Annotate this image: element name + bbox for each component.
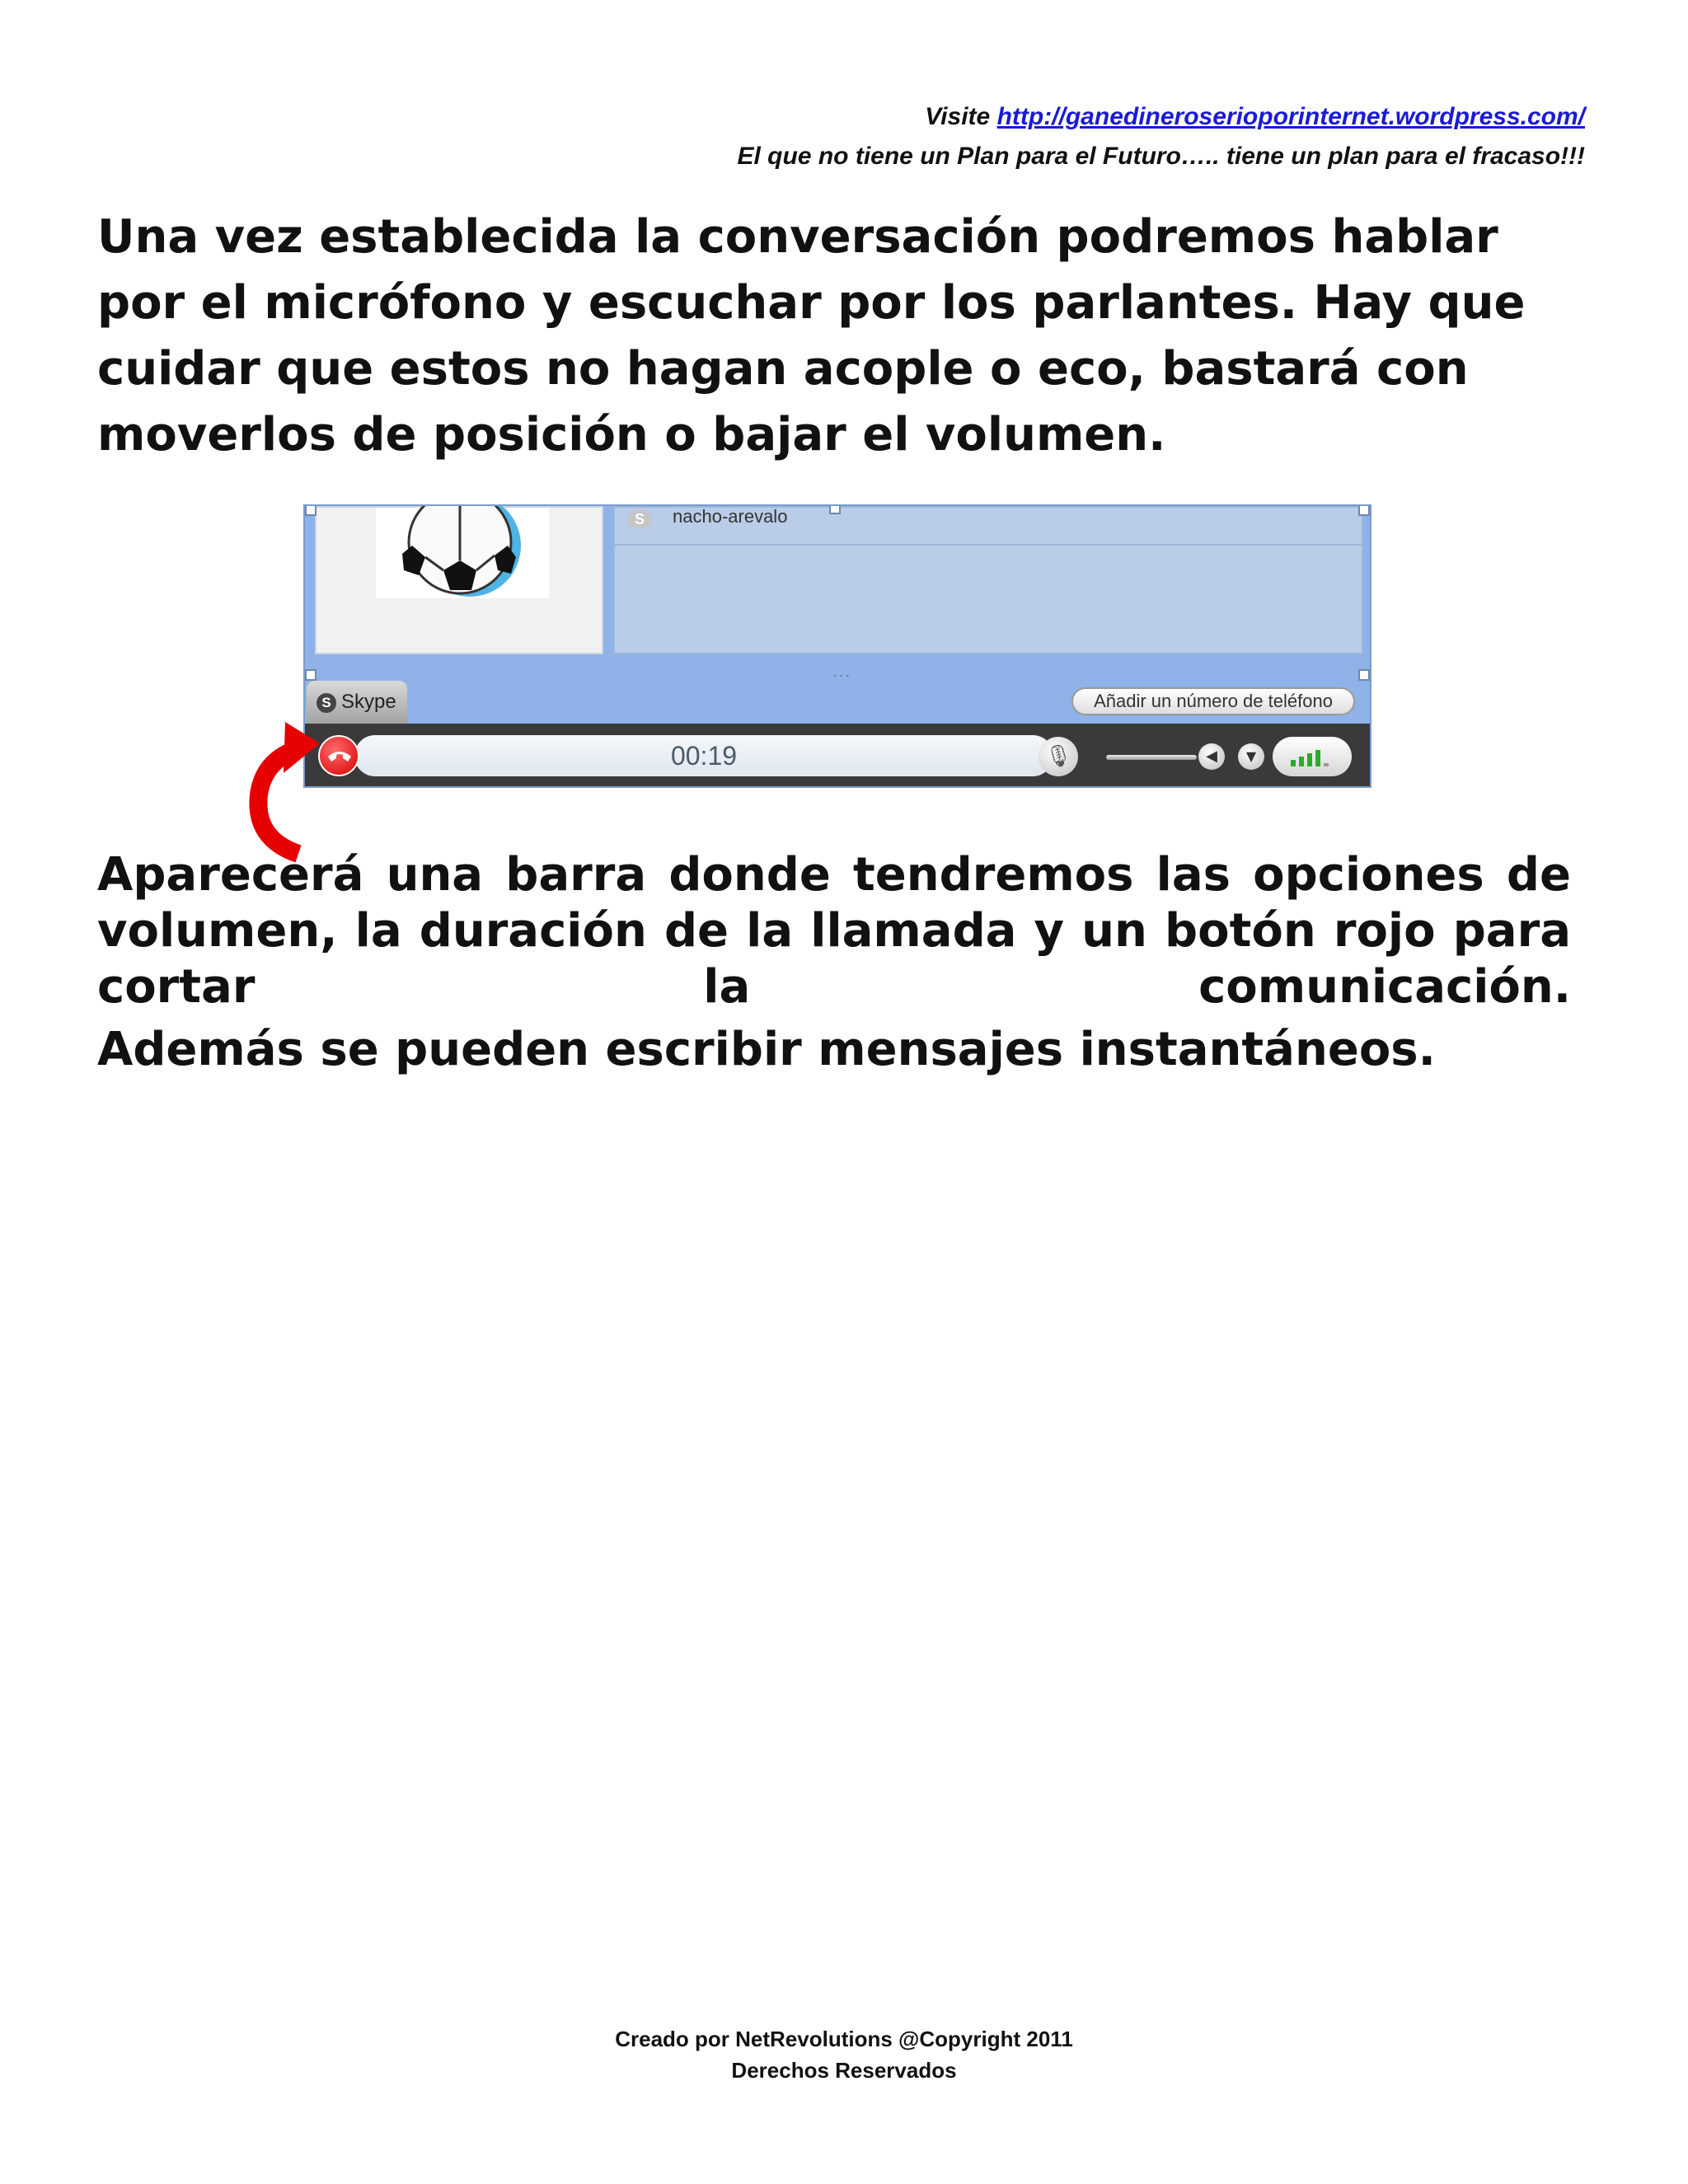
visit-label: Visite [925, 103, 991, 130]
splitter-handle[interactable]: ··· [832, 668, 852, 685]
footer-rights: Derechos Reservados [731, 2058, 957, 2083]
skype-call-screenshot [303, 504, 1372, 788]
resize-handle[interactable] [305, 669, 316, 681]
hangup-icon [326, 747, 353, 765]
contact-name[interactable]: nacho-arevalo [673, 506, 788, 527]
skype-icon: S [316, 693, 336, 713]
resize-handle[interactable] [305, 504, 316, 516]
call-toolbar [305, 724, 1372, 788]
resize-handle[interactable] [829, 504, 841, 514]
volume-icon[interactable]: ◀ [1198, 743, 1225, 770]
avatar [376, 508, 549, 598]
page-header [738, 97, 1586, 176]
call-duration: 00:19 [354, 735, 1053, 776]
microphone-icon: 🎙 [1044, 744, 1072, 769]
paragraph-instant-messages: Además se pueden escribir mensajes instantáneos. [97, 1023, 1436, 1076]
resize-handle[interactable] [1358, 504, 1370, 516]
avatar-panel [315, 506, 603, 654]
contact-panel [613, 506, 1363, 654]
contact-divider [615, 544, 1362, 546]
red-curved-arrow-icon [231, 715, 321, 864]
signal-quality-icon[interactable] [1273, 737, 1352, 776]
visit-line [738, 97, 1586, 137]
paragraph-conversation: Una vez establecida la conversación podremos hablar por el micrófono y escuchar por los parlantes. Hay que cuidar que estos no hagan acople o eco, bastará con moverlos de posición o bajar el volumen. [97, 210, 1526, 462]
soccer-ball-icon [387, 504, 536, 603]
page-footer [0, 2023, 1688, 2086]
slogan: El que no tiene un Plan para el Futuro….. tiene un plan para el fracaso!!! [737, 143, 1585, 170]
hangup-button[interactable] [318, 735, 359, 776]
website-link[interactable]: http://ganedineroserioporinternet.wordpress.com/ [996, 103, 1585, 130]
volume-slider[interactable] [1106, 755, 1197, 760]
footer-copyright: Creado por NetRevolutions @Copyright 2011 [615, 2027, 1073, 2051]
paragraph-call-bar: Aparecerá una barra donde tendremos las opciones de volumen, la duración de la llamada y un botón rojo para cortar la comunicación. [97, 848, 1571, 1014]
dropdown-icon[interactable]: ▼ [1238, 743, 1264, 770]
microphone-button[interactable] [1039, 737, 1078, 776]
tab-label: Skype [341, 691, 396, 713]
add-phone-number-button[interactable]: Añadir un número de teléfono [1071, 687, 1355, 715]
skype-icon: S [628, 509, 651, 529]
tab-skype[interactable] [307, 681, 407, 727]
resize-handle[interactable] [1358, 669, 1370, 681]
